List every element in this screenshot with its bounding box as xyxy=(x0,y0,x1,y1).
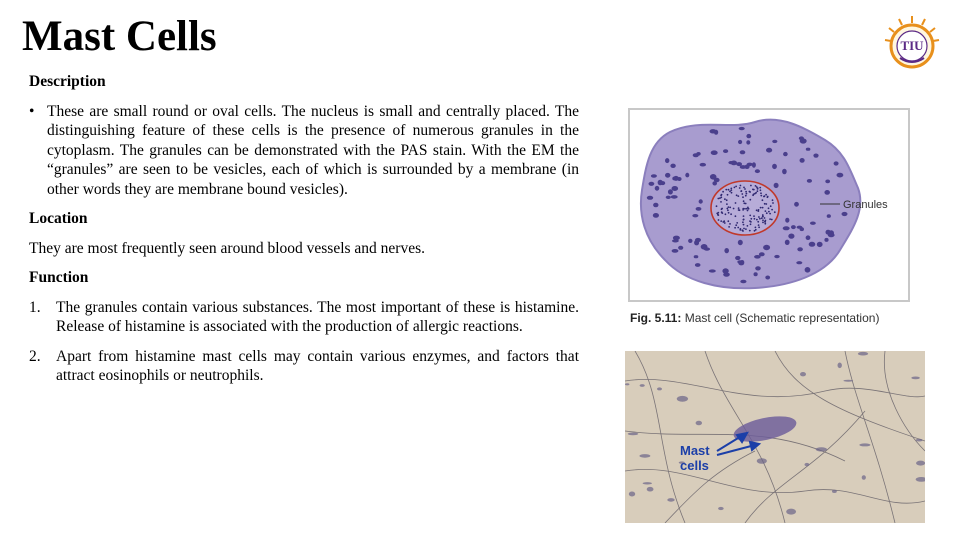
nucleus-granule xyxy=(727,194,729,196)
tissue-nucleus xyxy=(629,492,635,497)
nucleus-granule xyxy=(772,202,774,204)
tissue-nucleus xyxy=(625,383,629,385)
cytoplasm-granule xyxy=(665,173,670,178)
cytoplasm-granule xyxy=(755,169,760,173)
tissue-nucleus xyxy=(862,475,866,480)
nucleus-granule xyxy=(716,205,718,207)
nucleus-granule xyxy=(750,221,752,223)
nucleus-granule xyxy=(744,188,746,190)
cytoplasm-granule xyxy=(824,238,828,242)
nucleus-granule xyxy=(750,185,752,187)
nucleus-granule xyxy=(743,200,745,202)
nucleus-granule xyxy=(766,212,768,214)
nucleus-granule xyxy=(754,218,756,220)
cytoplasm-granule xyxy=(738,240,743,245)
nucleus-granule xyxy=(743,224,745,226)
cytoplasm-granule xyxy=(673,236,680,241)
nucleus-granule xyxy=(760,207,762,209)
figure1-caption xyxy=(630,311,879,325)
cytoplasm-granule xyxy=(759,252,765,256)
nucleus-granule xyxy=(728,206,730,208)
nucleus-granule xyxy=(747,225,749,227)
nucleus-granule xyxy=(743,215,745,217)
tissue-nucleus xyxy=(640,384,645,387)
cytoplasm-granule xyxy=(800,138,807,143)
nucleus-granule xyxy=(758,226,760,228)
cytoplasm-granule xyxy=(740,165,747,169)
cytoplasm-granule xyxy=(714,130,718,135)
nucleus-granule xyxy=(740,185,742,187)
nucleus-granule xyxy=(757,187,759,189)
nucleus-granule xyxy=(770,205,772,207)
granules-label: Granules xyxy=(843,199,888,211)
nucleus-granule xyxy=(750,223,752,225)
nucleus-granule xyxy=(720,201,722,203)
nucleus-granule xyxy=(743,202,745,204)
cytoplasm-granule xyxy=(672,186,679,191)
cytoplasm-granule xyxy=(740,260,744,264)
nucleus-granule xyxy=(762,216,764,218)
nucleus-granule xyxy=(741,229,743,231)
nucleus-granule xyxy=(717,214,719,216)
nucleus-granule xyxy=(769,213,771,215)
nucleus-granule xyxy=(757,210,759,212)
nucleus-granule xyxy=(745,195,747,197)
nucleus-granule xyxy=(738,209,740,211)
cytoplasm-granule xyxy=(785,218,789,223)
tissue-nucleus xyxy=(858,352,868,356)
nucleus-granule xyxy=(757,221,759,223)
cytoplasm-granule xyxy=(746,134,751,138)
nucleus-granule xyxy=(753,215,755,217)
nucleus-granule xyxy=(759,218,761,220)
nucleus-granule xyxy=(725,189,727,191)
nucleus-granule xyxy=(735,186,737,188)
nucleus-granule xyxy=(754,193,756,195)
nucleus-granule xyxy=(749,230,751,232)
nucleus-granule xyxy=(736,222,738,224)
tissue-nucleus xyxy=(647,487,654,492)
cytoplasm-granule xyxy=(696,152,700,156)
cytoplasm-granule xyxy=(711,150,718,155)
nucleus-granule xyxy=(760,189,762,191)
nucleus-granule xyxy=(749,199,751,201)
function-item-2-text: Apart from histamine mast cells may contain various enzymes, and factors that attract eosinophils or neutrophils. xyxy=(56,347,579,384)
cytoplasm-granule xyxy=(722,268,728,273)
cytoplasm-granule xyxy=(735,256,740,260)
function-item-1-text: The granules contain various substances. The most important of these is histamine. Release of histamine is associated with the production of allergic reactions. xyxy=(56,298,579,335)
cytoplasm-granule xyxy=(710,174,717,180)
cytoplasm-granule xyxy=(807,179,812,183)
nucleus-granule xyxy=(765,210,767,212)
nucleus-granule xyxy=(765,203,767,205)
nucleus-granule xyxy=(761,217,763,219)
nucleus-granule xyxy=(742,196,744,198)
cytoplasm-granule xyxy=(765,276,770,280)
cytoplasm-granule xyxy=(699,199,703,203)
nucleus-granule xyxy=(721,194,723,196)
cytoplasm-granule xyxy=(774,183,779,188)
nucleus-granule xyxy=(772,199,774,201)
tissue-nucleus xyxy=(832,490,837,493)
cytoplasm-granule xyxy=(755,266,761,270)
cytoplasm-granule xyxy=(806,235,811,240)
nucleus-granule xyxy=(726,203,728,205)
nucleus-granule xyxy=(743,228,745,230)
nucleus-granule xyxy=(760,192,762,194)
nucleus-granule xyxy=(735,215,737,217)
nucleus-granule xyxy=(721,208,723,210)
nucleus-granule xyxy=(728,189,730,191)
nucleus-granule xyxy=(724,222,726,224)
nucleus-granule xyxy=(745,191,747,193)
nucleus-granule xyxy=(762,222,764,224)
cytoplasm-granule xyxy=(649,182,655,186)
tissue-nucleus xyxy=(838,363,842,369)
nucleus-granule xyxy=(757,190,759,192)
micrograph-image xyxy=(625,351,925,523)
cytoplasm-granule xyxy=(785,240,790,245)
cytoplasm-granule xyxy=(655,186,660,191)
cytoplasm-granule xyxy=(694,255,699,258)
nucleus-granule xyxy=(764,223,766,225)
nucleus-granule xyxy=(762,219,764,221)
nucleus-granule xyxy=(764,203,766,205)
cytoplasm-granule xyxy=(696,207,702,211)
nucleus-granule xyxy=(762,199,764,201)
nucleus-granule xyxy=(729,223,731,225)
cytoplasm-granule xyxy=(788,234,794,239)
cytoplasm-granule xyxy=(782,169,787,175)
cytoplasm-granule xyxy=(653,203,658,208)
tissue-nucleus xyxy=(816,447,827,451)
cytoplasm-granule xyxy=(766,148,772,153)
nucleus-granule xyxy=(774,211,776,213)
cytoplasm-granule xyxy=(678,246,683,250)
location-heading: Location xyxy=(29,210,88,227)
mast-cells-label-line1: Mast xyxy=(680,443,710,458)
cytoplasm-granule xyxy=(665,158,669,163)
slide-title: Mast Cells xyxy=(22,13,217,60)
nucleus-granule xyxy=(729,207,731,209)
cytoplasm-granule xyxy=(740,150,746,154)
tissue-nucleus xyxy=(696,421,702,426)
cytoplasm-granule xyxy=(700,163,706,167)
cytoplasm-granule xyxy=(658,180,663,186)
nucleus-granule xyxy=(771,219,773,221)
function-item-1 xyxy=(29,298,579,337)
nucleus-granule xyxy=(721,212,723,214)
mast-cells-label-line2: cells xyxy=(680,458,709,473)
cytoplasm-granule xyxy=(666,196,671,199)
tissue-nucleus xyxy=(911,377,920,380)
nucleus-granule xyxy=(722,191,724,193)
nucleus-granule xyxy=(745,228,747,230)
nucleus-granule xyxy=(746,193,748,195)
cytoplasm-granule xyxy=(797,247,803,251)
cytoplasm-granule xyxy=(672,249,679,253)
nucleus-granule xyxy=(734,227,736,229)
tissue-nucleus xyxy=(800,372,806,376)
nucleus-granule xyxy=(760,195,762,197)
cytoplasm-granule xyxy=(746,140,750,144)
nucleus-granule xyxy=(729,191,731,193)
cytoplasm-granule xyxy=(783,152,788,156)
cytoplasm-granule xyxy=(709,269,716,272)
nucleus-granule xyxy=(755,227,757,229)
cytoplasm-granule xyxy=(731,161,737,166)
cytoplasm-granule xyxy=(783,226,790,230)
nucleus-granule xyxy=(764,195,766,197)
nucleus-granule xyxy=(733,208,735,210)
nucleus-granule xyxy=(730,188,732,190)
cytoplasm-granule xyxy=(794,202,799,207)
cytoplasm-granule xyxy=(692,214,698,217)
cytoplasm-granule xyxy=(668,189,673,194)
nucleus-granule xyxy=(755,185,757,187)
mast-cell-schematic xyxy=(630,110,908,300)
figure1-caption-number: Fig. 5.11: xyxy=(630,311,682,325)
location-text: They are most frequently seen around blood vessels and nerves. xyxy=(29,239,425,257)
nucleus-granule xyxy=(771,209,773,211)
nucleus-granule xyxy=(737,227,739,229)
tissue-nucleus xyxy=(657,387,662,390)
nucleus-granule xyxy=(730,189,732,191)
cytoplasm-granule xyxy=(817,242,823,247)
mast-cell-micrograph xyxy=(625,351,925,523)
function-heading: Function xyxy=(29,269,89,286)
figure1-caption-text: Mast cell (Schematic representation) xyxy=(681,311,880,325)
nucleus-granule xyxy=(744,208,746,210)
nucleus-granule xyxy=(756,219,758,221)
cytoplasm-granule xyxy=(685,173,689,178)
nucleus-granule xyxy=(758,224,760,226)
cytoplasm-granule xyxy=(828,233,835,237)
tissue-nucleus xyxy=(667,498,674,502)
cytoplasm-granule xyxy=(806,148,811,151)
nucleus-granule xyxy=(746,208,748,210)
cytoplasm-granule xyxy=(813,154,818,158)
nucleus-granule xyxy=(739,187,741,189)
tissue-nucleus xyxy=(643,482,652,484)
tissue-nucleus xyxy=(916,461,925,466)
function-item-1-marker: 1. xyxy=(29,298,41,316)
nucleus-granule xyxy=(742,221,744,223)
nucleus-granule xyxy=(765,220,767,222)
nucleus-granule xyxy=(735,224,737,226)
cytoplasm-granule xyxy=(695,263,701,267)
nucleus-granule xyxy=(764,217,766,219)
nucleus-granule xyxy=(724,198,726,200)
cytoplasm-granule xyxy=(739,127,745,130)
function-item-2 xyxy=(29,347,579,386)
cytoplasm-granule xyxy=(772,140,777,143)
cytoplasm-granule xyxy=(796,261,802,264)
nucleus-granule xyxy=(749,191,751,193)
logo-text: TIU xyxy=(900,38,924,53)
nucleus-granule xyxy=(728,226,730,228)
nucleus-granule xyxy=(725,213,727,215)
cytoplasm-granule xyxy=(688,239,692,243)
cytoplasm-granule xyxy=(670,164,675,168)
cytoplasm-granule xyxy=(723,149,728,153)
cytoplasm-granule xyxy=(752,162,756,168)
tissue-nucleus xyxy=(628,433,639,436)
cytoplasm-granule xyxy=(671,195,678,199)
description-text: These are small round or oval cells. The nucleus is small and centrally placed. The distinguishing feature of these cells is the presence of numerous granules in the cytoplasm. The granules can be demonstrated with the PAS stain. With the EM the “granules” are seen to be vesicles, each of which is surrounded by a membrane (in other words they are membrane bound vesicles). xyxy=(47,102,579,198)
nucleus-granule xyxy=(750,218,752,220)
nucleus-granule xyxy=(720,197,722,199)
cytoplasm-granule xyxy=(797,226,803,229)
nucleus-granule xyxy=(758,216,760,218)
tissue-nucleus xyxy=(718,507,724,510)
nucleus-granule xyxy=(752,189,754,191)
cytoplasm-granule xyxy=(772,164,777,169)
cytoplasm-granule xyxy=(673,176,679,181)
cytoplasm-granule xyxy=(701,244,708,250)
tissue-nucleus xyxy=(843,380,853,382)
nucleus-granule xyxy=(754,230,756,232)
tissue-nucleus xyxy=(916,439,923,442)
nucleus-granule xyxy=(736,194,738,196)
nucleus-granule xyxy=(749,215,751,217)
cytoplasm-granule xyxy=(837,173,844,178)
cytoplasm-granule xyxy=(740,280,746,284)
nucleus-granule xyxy=(718,219,720,221)
nucleus-granule xyxy=(722,221,724,223)
nucleus-granule xyxy=(728,212,730,214)
cytoplasm-granule xyxy=(809,242,816,247)
slide-body xyxy=(29,72,579,386)
tissue-nucleus xyxy=(757,458,767,464)
nucleus-granule xyxy=(765,194,767,196)
nucleus-granule xyxy=(767,196,769,198)
nucleus-granule xyxy=(762,207,764,209)
nucleus-granule xyxy=(769,218,771,220)
nucleus-granule xyxy=(739,229,741,231)
nucleus-granule xyxy=(737,195,739,197)
nucleus-granule xyxy=(768,211,770,213)
tissue-nucleus xyxy=(805,463,810,466)
nucleus-granule xyxy=(743,219,745,221)
tissue-nucleus xyxy=(677,396,688,402)
nucleus-granule xyxy=(735,202,737,204)
nucleus-granule xyxy=(741,193,743,195)
nucleus-granule xyxy=(730,213,732,215)
cytoplasm-granule xyxy=(842,212,848,216)
nucleus-granule xyxy=(742,208,744,210)
cytoplasm-granule xyxy=(754,272,758,276)
cytoplasm-granule xyxy=(827,214,831,218)
nucleus-granule xyxy=(726,208,728,210)
cytoplasm-granule xyxy=(774,255,779,258)
cytoplasm-granule xyxy=(695,238,701,242)
cytoplasm-granule xyxy=(724,248,729,253)
nucleus-granule xyxy=(756,209,758,211)
cytoplasm-granule xyxy=(651,174,657,177)
nucleus-granule xyxy=(743,187,745,189)
nucleus-granule xyxy=(768,207,770,209)
university-logo xyxy=(883,14,941,72)
cytoplasm-granule xyxy=(805,267,811,273)
nucleus-granule xyxy=(740,190,742,192)
cytoplasm-granule xyxy=(653,213,659,218)
tissue-nucleus xyxy=(639,454,650,458)
mast-cell-schematic-figure xyxy=(628,108,910,302)
tissue-nucleus xyxy=(786,509,796,515)
cytoplasm-granule xyxy=(825,180,830,184)
nucleus-granule xyxy=(726,199,728,201)
nucleus-granule xyxy=(727,220,729,222)
description-bullet-item xyxy=(29,102,579,200)
cytoplasm-granule xyxy=(824,190,830,195)
nucleus-granule xyxy=(727,209,729,211)
cytoplasm-granule xyxy=(800,158,805,163)
cytoplasm-granule xyxy=(791,225,796,229)
description-heading: Description xyxy=(29,73,106,90)
nucleus-granule xyxy=(731,192,733,194)
nucleus-granule xyxy=(720,220,722,222)
function-item-2-marker: 2. xyxy=(29,347,41,365)
cytoplasm-granule xyxy=(810,222,816,225)
tissue-nucleus xyxy=(859,443,870,446)
cytoplasm-granule xyxy=(834,161,839,165)
nucleus-granule xyxy=(759,187,761,189)
cytoplasm-granule xyxy=(647,196,653,200)
nucleus-granule xyxy=(717,198,719,200)
nucleus-granule xyxy=(734,187,736,189)
cytoplasm-granule xyxy=(763,245,770,250)
nucleus-granule xyxy=(738,207,740,209)
bullet-marker: • xyxy=(29,102,35,120)
cytoplasm-granule xyxy=(738,140,742,144)
nucleus-granule xyxy=(747,210,749,212)
